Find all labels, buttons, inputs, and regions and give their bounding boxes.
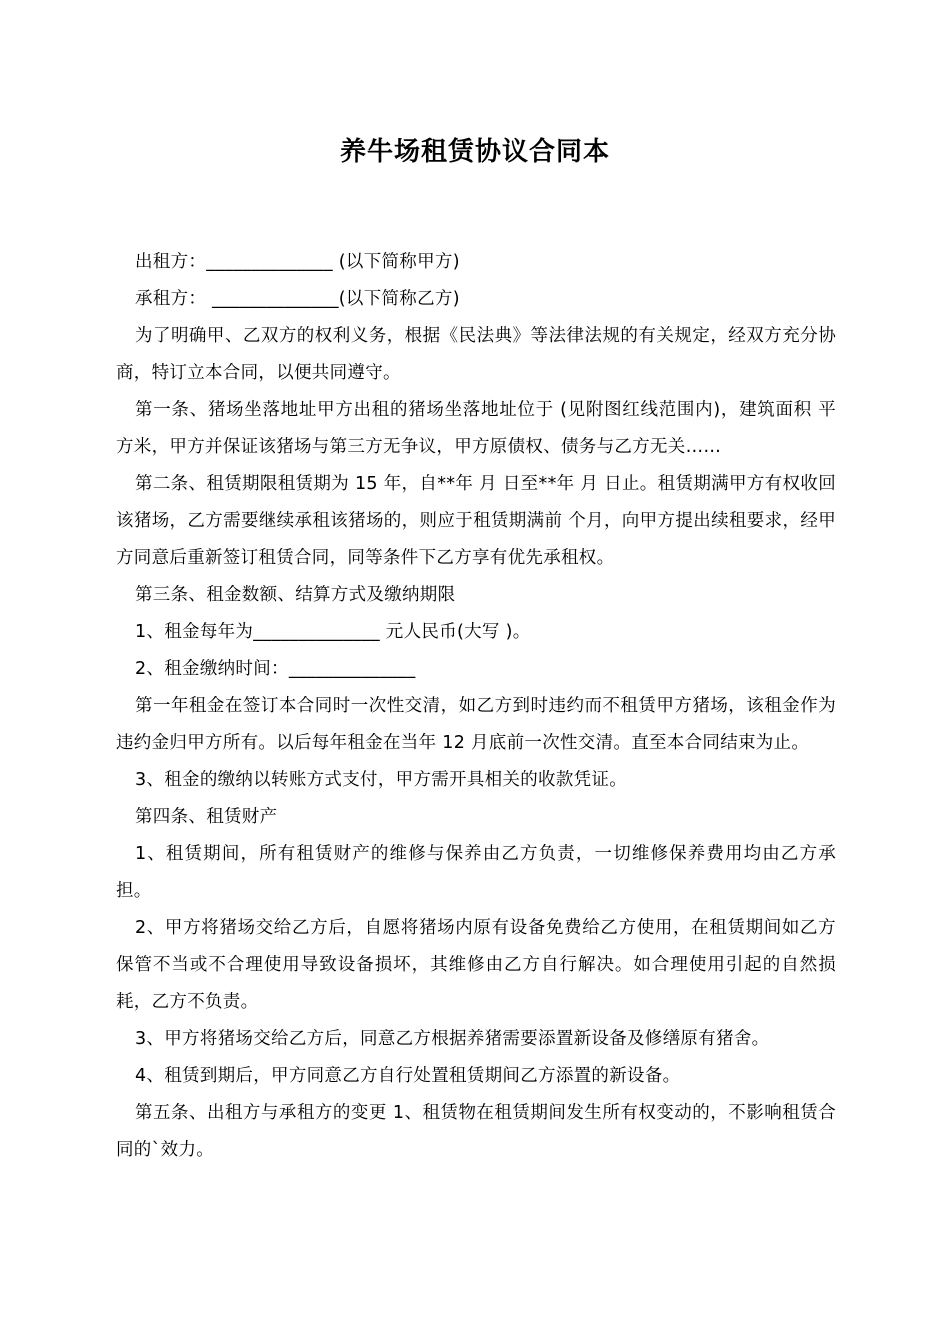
- paragraph-article-1: 第一条、猪场坐落地址甲方出租的猪场坐落地址位于 (见附图红线范围内)，建筑面积 平方米，甲方并保证该猪场与第三方无争议，甲方原债权、债务与乙方无关……: [116, 400, 836, 457]
- paragraph-rent-time: 2、租金缴纳时间：______________: [135, 659, 416, 679]
- paragraph-article-3-heading: 第三条、租金数额、结算方式及缴纳期限: [135, 585, 456, 605]
- paragraph-rent-amount: 1、租金每年为______________ 元人民币(大写 )。: [135, 622, 531, 642]
- paragraph-lessee: 承租方： ______________(以下简称乙方): [135, 289, 460, 309]
- paragraph-first-year-rent: 第一年租金在签订本合同时一次性交清，如乙方到时违约而不租赁甲方猪场，该租金作为违约金归甲方所有。以后每年租金在当年 12 月底前一次性交清。直至本合同结束为止。: [116, 696, 836, 753]
- document-body: [116, 244, 836, 1169]
- paragraph-equipment-use: 2、甲方将猪场交给乙方后，自愿将猪场内原有设备免费给乙方使用，在租赁期间如乙方保管不当或不合理使用导致设备损坏，其维修由乙方自行解决。如合理使用引起的自然损耗，乙方不负责。: [116, 918, 836, 1012]
- paragraph-rent-payment: 3、租金的缴纳以转账方式支付，甲方需开具相关的收款凭证。: [135, 770, 628, 790]
- paragraph-article-2: 第二条、租赁期限租赁期为 15 年，自**年 月 日至**年 月 日止。租赁期满甲方有权收回该猪场，乙方需要继续承租该猪场的，则应于租赁期满前 个月，向甲方提出续租要求，经甲方同意后重新签订租赁合同，同等条件下乙方享有优先承租权。: [116, 474, 836, 568]
- paragraph-article-4-heading: 第四条、租赁财产: [135, 807, 278, 827]
- paragraph-lessor: 出租方：______________ (以下简称甲方): [135, 252, 460, 272]
- paragraph-new-equipment: 3、甲方将猪场交给乙方后，同意乙方根据养猪需要添置新设备及修缮原有猪舍。: [135, 1029, 770, 1049]
- paragraph-maintenance: 1、租赁期间，所有租赁财产的维修与保养由乙方负责，一切维修保养费用均由乙方承担。: [116, 844, 836, 901]
- document-title: 养牛场租赁协议合同本: [339, 137, 610, 167]
- paragraph-preamble: 为了明确甲、乙双方的权利义务，根据《民法典》等法律法规的有关规定，经双方充分协商，特订立本合同，以便共同遵守。: [116, 326, 836, 383]
- paragraph-equipment-disposal: 4、租赁到期后，甲方同意乙方自行处置租赁期间乙方添置的新设备。: [135, 1066, 681, 1086]
- paragraph-article-5: 第五条、出租方与承租方的变更 1、租赁物在租赁期间发生所有权变动的，不影响租赁合同的`效力。: [116, 1103, 836, 1160]
